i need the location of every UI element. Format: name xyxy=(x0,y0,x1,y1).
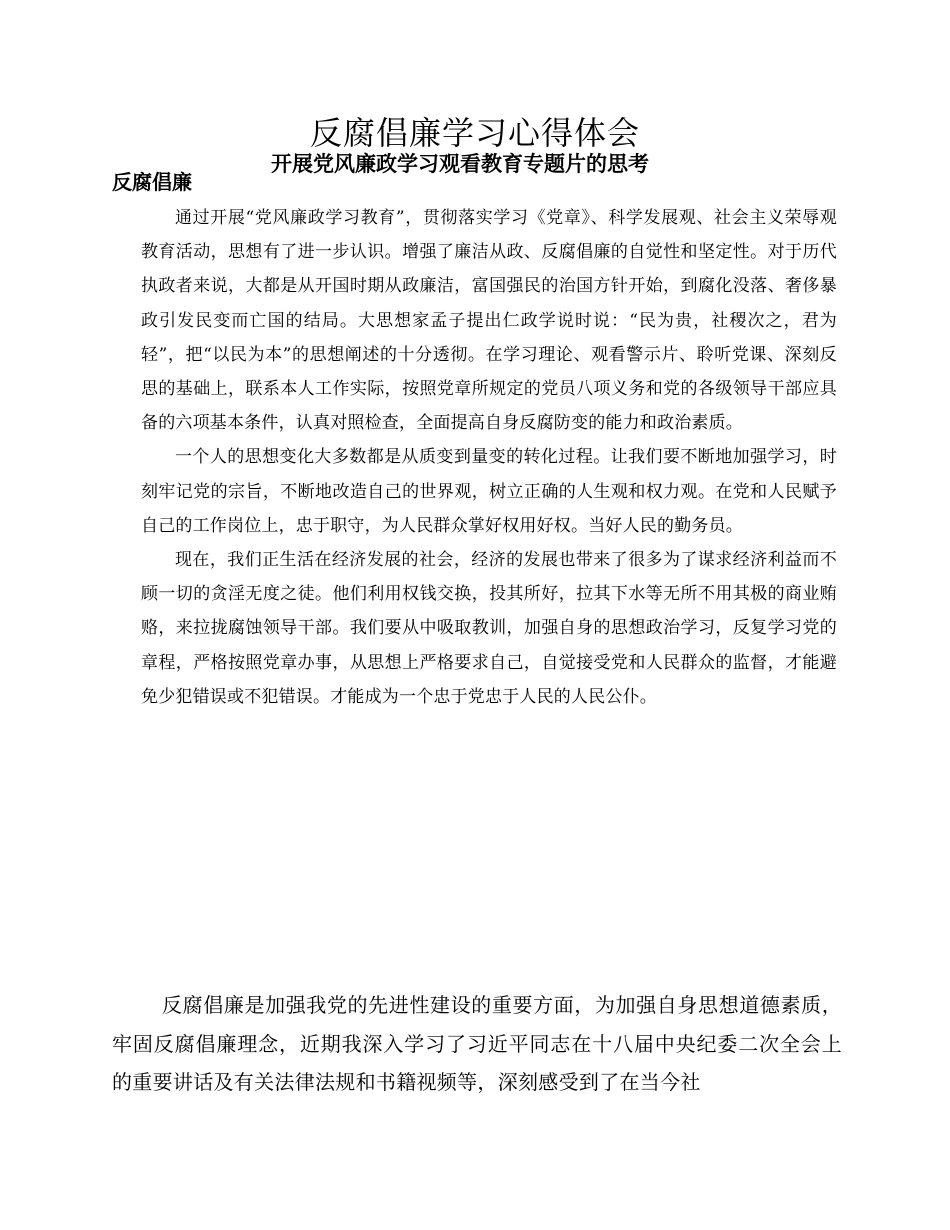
body-paragraph: 现在，我们正生活在经济发展的社会，经济的发展也带来了很多为了谋求经济利益而不顾一切的贪淫无度之徒。他们利用权钱交换，投其所好，拉其下水等无所不用其极的商业贿赂，来拉拢腐蚀领导干部。我们要从中吸取教训，加强自身的思想政治学习，反复学习党的章程，严格按照党章办事，从思想上严格要求自己，自觉接受党和人民群众的监督，才能避免少犯错误或不犯错误。才能成为一个忠于党忠于人民的人民公仆。 xyxy=(141,550,837,707)
section-label: 反腐倡廉 xyxy=(112,170,192,194)
document-title: 反腐倡廉学习心得体会 xyxy=(309,114,640,152)
second-section xyxy=(112,986,842,1102)
second-section-paragraph: 反腐倡廉是加强我党的先进性建设的重要方面，为加强自身思想道德素质，牢固反腐倡廉理念，近期我深入学习了习近平同志在十八届中央纪委二次全会上的重要讲话及有关法律法规和书籍视频等，深刻感受到了在当今社 xyxy=(112,993,842,1094)
body-paragraph: 通过开展“党风廉政学习教育”，贯彻落实学习《党章》、科学发展观、社会主义荣辱观教育活动，思想有了进一步认识。增强了廉洁从政、反腐倡廉的自觉性和坚定性。对于历代执政者来说，大都是从开国时期从政廉洁，富国强民的治国方针开始，到腐化没落、奢侈暴政引发民变而亡国的结局。大思想家孟子提出仁政学说时说：“民为贵，社稷次之，君为轻”，把“以民为本”的思想阐述的十分透彻。在学习理论、观看警示片、聆听党课、深刻反思的基础上，联系本人工作实际，按照党章所规定的党员八项义务和党的各级领导干部应具备的六项基本条件，认真对照检查，全面提高自身反腐防变的能力和政治素质。 xyxy=(141,208,837,434)
body-paragraph: 一个人的思想变化大多数都是从质变到量变的转化过程。让我们要不断地加强学习，时刻牢记党的宗旨，不断地改造自己的世界观，树立正确的人生观和权力观。在党和人民赋予自己的工作岗位上，忠于职守，为人民群众掌好权用好权。当好人民的勤务员。 xyxy=(141,447,837,536)
body-section xyxy=(141,201,837,714)
document-subtitle: 开展党风廉政学习观看教育专题片的思考 xyxy=(271,151,649,176)
